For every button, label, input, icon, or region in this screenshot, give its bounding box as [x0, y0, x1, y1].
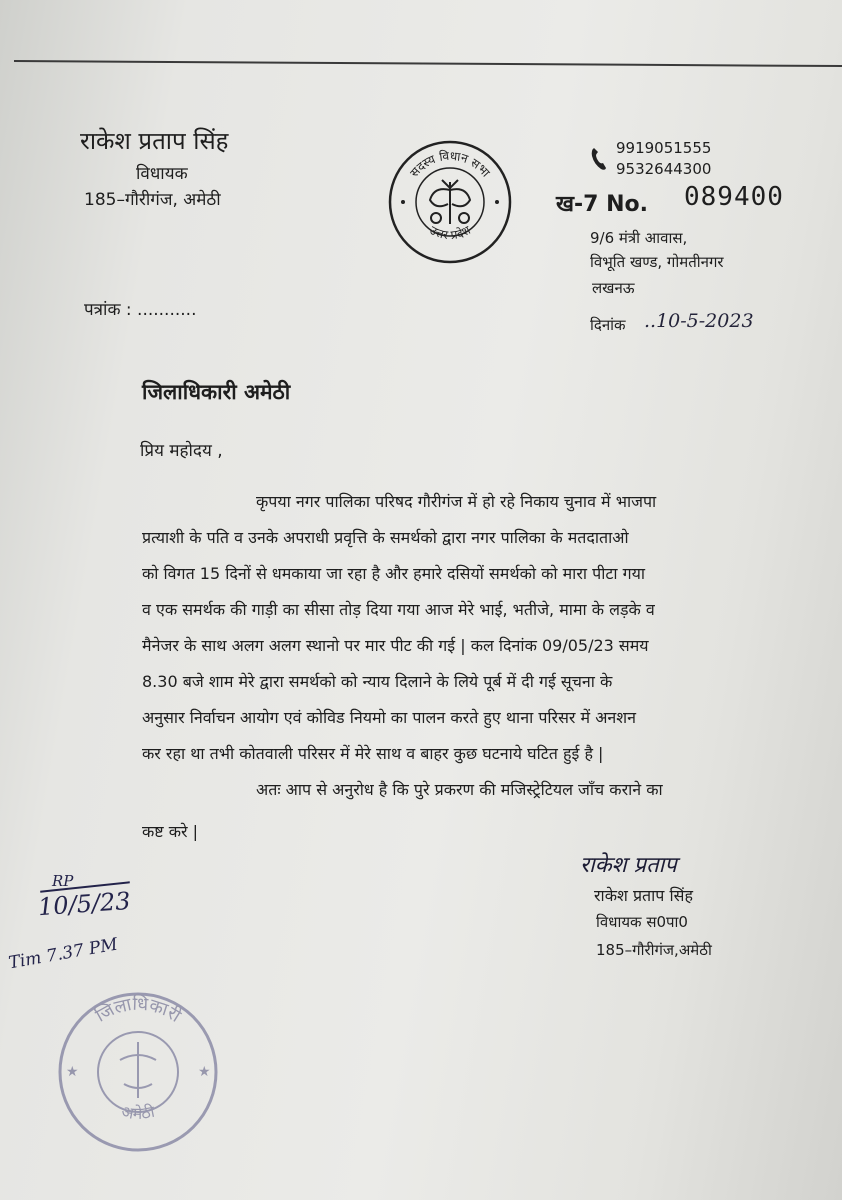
phone-numbers [616, 138, 711, 180]
handwritten-signature: राकेश प्रताप [580, 853, 677, 878]
body-line: मैनेजर के साथ अलग अलग स्थानो पर मार पीट की गई | कल दिनांक 09/05/23 समय [142, 636, 649, 655]
body-line: प्रत्याशी के पति व उनके अपराधी प्रवृत्ति के समर्थको द्वारा नगर पालिका के मतदाताओ [142, 528, 629, 547]
phone-number-2: 9532644300 [616, 160, 712, 178]
emblem-bottom-text: उत्तर प्रदेश [427, 222, 473, 243]
body-line: को विगत 15 दिनों से धमकाया जा रहा है और हमारे दसियों समर्थको को मारा पीटा गया [142, 564, 646, 583]
body-line: व एक समर्थक की गाड़ी का सीसा तोड़ दिया गया आज मेरे भाई, भतीजे, मामा के लड़के व [142, 600, 655, 619]
date-value: ..10-5-2023 [644, 310, 754, 332]
svg-text:जिलाधिकारी [92, 993, 186, 1027]
signatory-name: राकेश प्रताप सिंह [594, 886, 693, 905]
address-line-2: विभूति खण्ड, गोमतीनगर [590, 253, 724, 271]
svg-text:★: ★ [66, 1064, 79, 1080]
svg-text:सदस्य विधान सभा [407, 149, 493, 181]
body-line: अतः आप से अनुरोध है कि पुरे प्रकरण की मजिस्ट्रेटियल जाँच कराने का [256, 780, 663, 799]
phone-number-1: 9919051555 [616, 139, 712, 157]
top-rule [14, 60, 842, 67]
address-line-1: 9/6 मंत्री आवास, [590, 229, 688, 247]
body-line: कर रहा था तभी कोतवाली परिसर में मेरे साथ व बाहर कुछ घटनाये घटित हुई है | [142, 744, 604, 763]
sender-constituency: 185–गौरीगंज, अमेठी [84, 190, 221, 210]
phone-icon [590, 146, 608, 172]
reference-number: पत्रांक : ........... [84, 300, 197, 320]
signatory-constituency: 185–गौरीगंज,अमेठी [596, 941, 712, 959]
svg-text:अमेठी [120, 1102, 157, 1123]
assembly-emblem [386, 138, 514, 266]
receipt-initials: RP [52, 872, 74, 890]
stamp-top-text: जिलाधिकारी [92, 993, 185, 1027]
svg-text:★: ★ [198, 1064, 211, 1080]
sender-name: राकेश प्रताप सिंह [80, 127, 229, 155]
svg-text:उत्तर प्रदेश [427, 223, 473, 243]
serial-number: 089400 [684, 182, 784, 212]
body-line: 8.30 बजे शाम मेरे द्वारा समर्थको को न्याय दिलाने के लिये पूर्ब में दी गई सूचना के [142, 672, 613, 691]
body-line: कष्ट करे | [142, 822, 199, 841]
address-line-3: लखनऊ [592, 279, 635, 297]
receipt-date: 10/5/23 [37, 886, 132, 922]
salutation: प्रिय महोदय , [140, 441, 223, 461]
addressee: जिलाधिकारी अमेठी [142, 380, 291, 404]
serial-prefix: ख-7 No. [556, 192, 648, 217]
sender-designation: विधायक [136, 164, 188, 184]
stamp-bottom-text: अमेठी [119, 1101, 157, 1123]
office-stamp [48, 980, 228, 1160]
date-label: दिनांक [590, 316, 626, 334]
body-line: कृपया नगर पालिका परिषद गौरीगंज में हो रहे निकाय चुनाव में भाजपा [256, 492, 657, 511]
body-line: अनुसार निर्वाचन आयोग एवं कोविड नियमो का पालन करते हुए थाना परिसर में अनशन [142, 708, 637, 727]
emblem-top-text: सदस्य विधान सभा [407, 148, 493, 180]
signatory-designation: विधायक स0पा0 [596, 913, 688, 931]
receipt-time: Tim 7.37 PM [7, 934, 120, 974]
